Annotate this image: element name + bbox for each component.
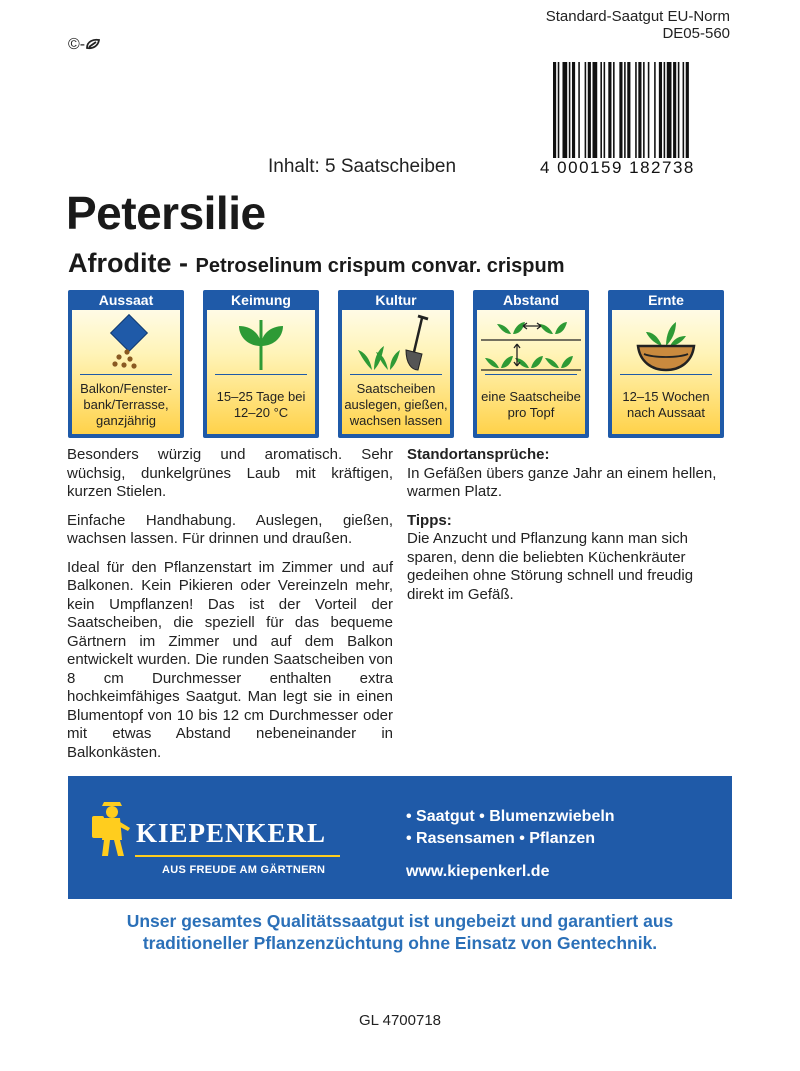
kiepenkerl-mascot-icon <box>90 796 134 860</box>
product-title: Petersilie <box>66 187 266 239</box>
variety-name: Afrodite - <box>68 248 196 278</box>
brand-name: KIEPENKERL <box>136 818 327 848</box>
contents-label: Inhalt: 5 Saatscheiben <box>268 156 457 177</box>
spade-plants-icon <box>342 312 450 376</box>
info-box-ernte <box>608 290 724 438</box>
seedling-icon <box>207 312 315 376</box>
info-box-abstand <box>473 290 589 438</box>
info-box-aussaat <box>68 290 184 438</box>
standard-label <box>546 8 730 42</box>
quality-statement <box>0 910 800 954</box>
brand-underline <box>135 855 340 857</box>
barcode-number: 4 000159 182738 <box>540 158 695 177</box>
box-text: Saatscheiben auslegen, gießen, wachsen lassen <box>344 381 448 428</box>
standard-text: Standard-Saatgut EU-Norm <box>545 8 730 25</box>
footer-code: GL 4700718 <box>358 1012 442 1029</box>
box-text: Balkon/Fenster-bank/Terrasse, ganzjährig <box>80 381 172 428</box>
description-paragraph: Ideal für den Pflanzenstart im Zimmer und auf Balkonen. Kein Pikieren oder Vereinzeln mehr, kein Umpflanzen! Das ist der Vorteil der Saatscheiben, die speziell für das bequeme Gärtnern im Zimmer und auf dem Balkon entwickelt wurden. Die runden Saatscheiben von 8 cm Durchmesser enthalten extra hochkeimfähiges Saatgut. Man legt sie in einen Blumentopf von 10 bis 12 cm Durchmesser oder mit etwas Abstand nebeneinander in Balkonkästen. <box>67 558 393 761</box>
box-label: Abstand <box>503 292 559 308</box>
product-range-line: • Saatgut • Blumenzwiebeln <box>406 808 615 825</box>
harvest-bowl-icon <box>612 312 720 376</box>
details-column <box>407 446 733 614</box>
description-paragraph: Einfache Handhabung. Auslegen, gießen, wachsen lassen. Für drinnen und draußen. <box>67 511 393 547</box>
barcode <box>553 62 723 158</box>
box-label: Ernte <box>648 292 684 308</box>
brand-claim: AUS FREUDE AM GÄRTNERN <box>162 864 326 876</box>
location-text: In Gefäßen übers ganze Jahr an einem hellen, warmen Platz. <box>407 464 717 500</box>
box-label: Keimung <box>231 292 291 308</box>
box-label: Kultur <box>375 292 417 308</box>
description-paragraph: Besonders würzig und aromatisch. Sehr wüchsig, dunkelgrünes Laub mit kräftigen, kurzen Stielen. <box>67 446 393 500</box>
description-column <box>67 446 393 772</box>
seed-packet-icon <box>72 312 180 376</box>
spacing-icon <box>477 312 585 376</box>
product-range <box>406 806 615 850</box>
quality-line: traditioneller Pflanzenzüchtung ohne Einsatz von Gentechnik. <box>142 933 658 953</box>
copyright-mark <box>68 36 101 54</box>
leaf-logo-icon <box>85 38 101 50</box>
box-text: eine Saatscheibe pro Topf <box>481 389 581 420</box>
product-range-line: • Rasensamen • Pflanzen <box>406 830 596 847</box>
copyright-text: ©- <box>68 36 86 53</box>
tips-heading: Tipps: <box>407 511 452 529</box>
product-subtitle <box>68 248 565 279</box>
tips-text: Die Anzucht und Pflanzung kann man sich sparen, denn die beliebten Küchenkräuter gedeihen ohne Störung schnell und freudig direkt im Gefäß. <box>407 530 694 603</box>
box-text: 15–25 Tage bei 12–20 °C <box>216 389 306 420</box>
location-heading: Standortansprüche: <box>407 446 550 463</box>
box-text: 12–15 Wochen nach Aussaat <box>622 389 710 420</box>
box-label: Aussaat <box>98 292 154 308</box>
latin-name: Petroselinum crispum convar. crispum <box>195 255 565 277</box>
website-link[interactable]: www.kiepenkerl.de <box>406 863 550 880</box>
standard-code: DE05-560 <box>662 25 730 42</box>
info-box-keimung <box>203 290 319 438</box>
quality-line: Unser gesamtes Qualitätssaatgut ist ungebeizt und garantiert aus <box>126 911 674 931</box>
info-box-kultur <box>338 290 454 438</box>
